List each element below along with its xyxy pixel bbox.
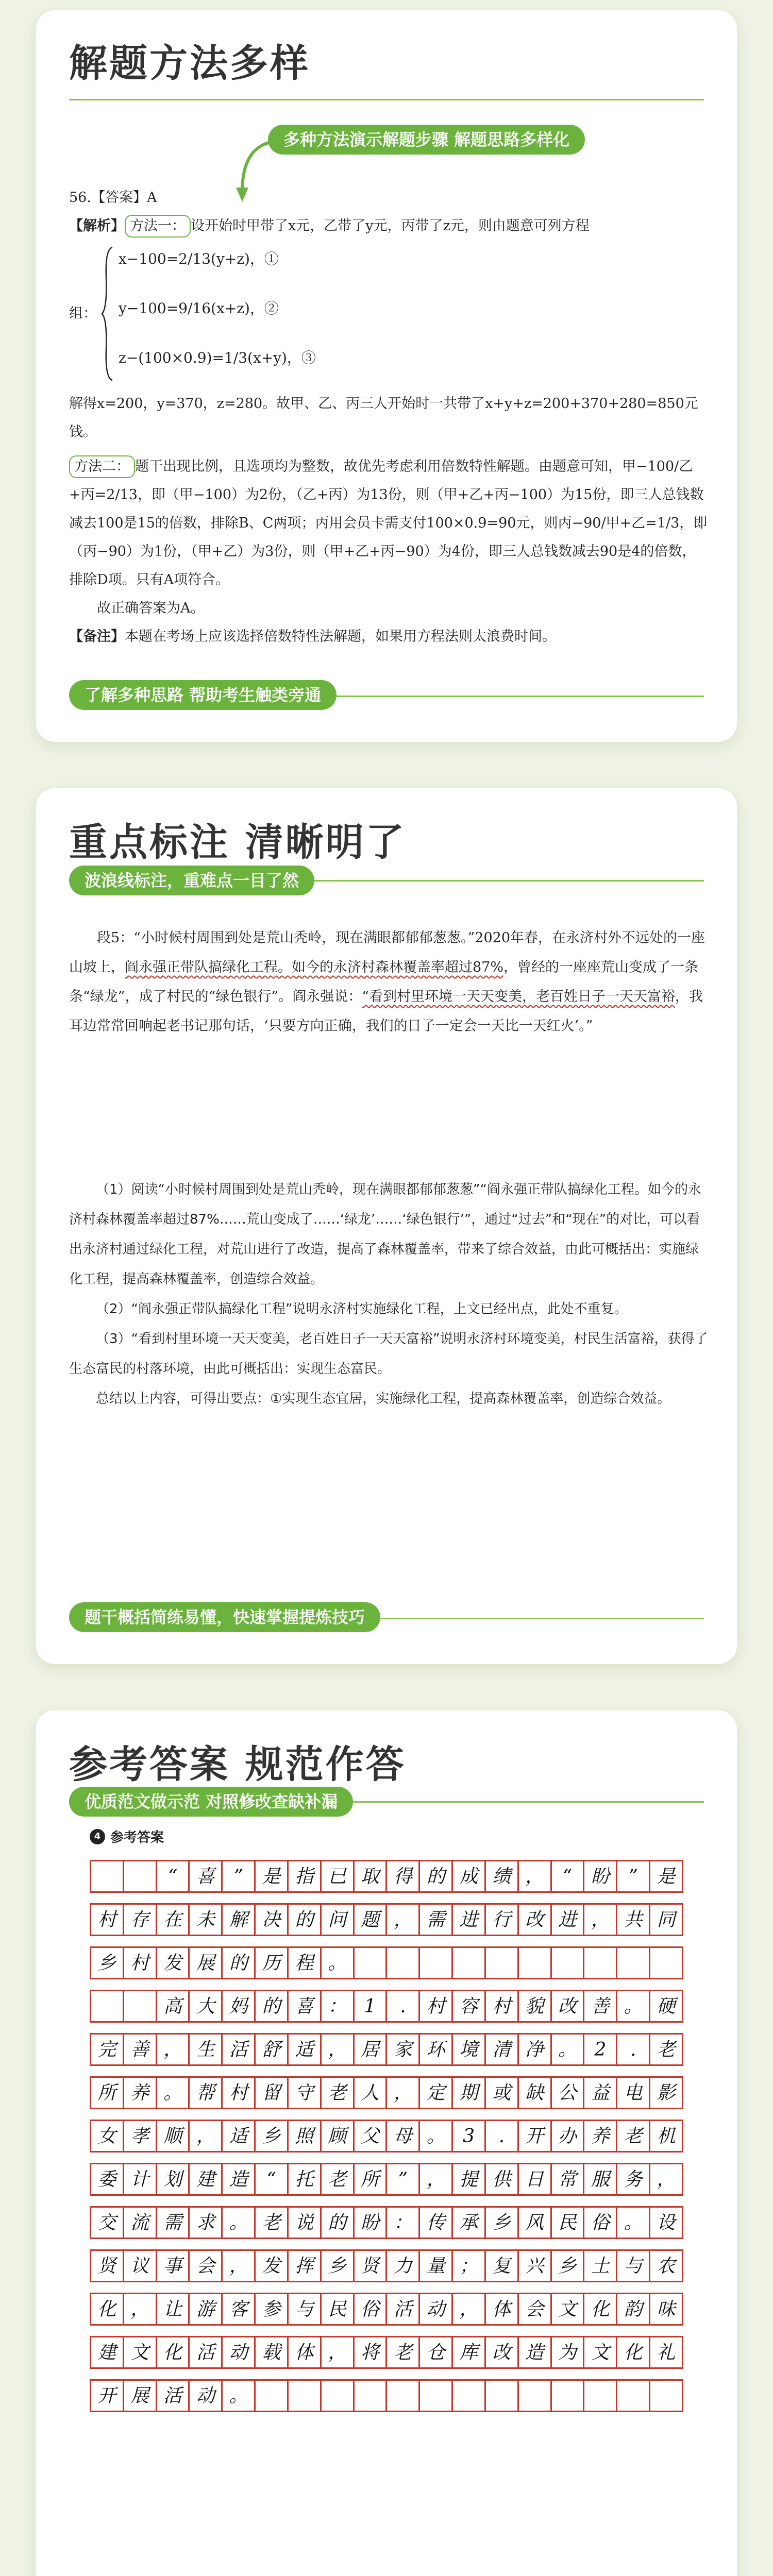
- grid-row: [90, 1990, 683, 2023]
- grid-cell: 电: [617, 2078, 650, 2109]
- grid-cell: 的: [420, 1861, 453, 1893]
- grid-cell: 开: [91, 2381, 124, 2412]
- grid-row: [90, 2033, 683, 2066]
- section1-banner: 多种方法演示解题步骤 解题思路多样化: [268, 125, 585, 155]
- grid-cell: 3: [453, 2121, 486, 2153]
- grid-cell: 划: [157, 2164, 190, 2196]
- grid-cell: 守: [289, 2078, 322, 2109]
- grid-cell: [584, 1948, 617, 1979]
- grid-cell: 帮: [190, 2078, 223, 2109]
- grid-cell: 味: [650, 2294, 683, 2326]
- grid-cell: 已: [322, 1861, 355, 1893]
- grid-row: [90, 2379, 683, 2412]
- group-label: 组：: [69, 306, 97, 321]
- grid-cell: 建: [91, 2337, 124, 2369]
- conclusion: 故正确答案为A。: [97, 600, 205, 616]
- grid-cell: 期: [453, 2078, 486, 2109]
- grid-cell: 定: [420, 2078, 453, 2109]
- grid-cell: 俗: [584, 2208, 617, 2239]
- grid-cell: 舒: [256, 2035, 289, 2066]
- grid-cell: 体: [289, 2337, 322, 2369]
- grid-cell: 影: [650, 2078, 683, 2109]
- grid-cell: 服: [584, 2164, 617, 2196]
- grid-cell: 展: [124, 2381, 157, 2412]
- number-circle-icon: 4: [90, 1829, 105, 1844]
- grid-cell: 所: [355, 2164, 388, 2196]
- grid-cell: 。: [223, 2381, 256, 2412]
- grid-cell: [124, 1861, 157, 1893]
- grid-cell: 化: [584, 2294, 617, 2326]
- grid-cell: 1: [355, 1991, 388, 2023]
- grid-cell: [519, 2381, 552, 2412]
- title-divider: [69, 99, 704, 100]
- grid-cell: 公: [552, 2078, 585, 2109]
- grid-cell: 村: [486, 1991, 519, 2023]
- grid-cell: 传: [420, 2208, 453, 2239]
- grid-cell: ，: [420, 2164, 453, 2196]
- grid-cell: 供: [486, 2164, 519, 2196]
- method2-text: 题干出现比例，且选项均为整数，故优先考虑利用倍数特性解题。由题意可知，甲−100/乙+丙=2/13，即（甲−100）为2份，（乙+丙）为13份，则（甲+乙+丙−100）为15份，即三人总钱数减去100是15的倍数，排除B、C两项；丙用会员卡需支付100×0.9=90元，则丙−90/甲+乙=1/3，即（丙−90）为1份，（甲+乙）为3份，则（甲+乙+丙−90）为4份，即三人总钱数减去90是4的倍数，排除D项。只有A项符合。: [69, 459, 708, 588]
- equation-system: [69, 244, 481, 383]
- grid-cell: 开: [519, 2121, 552, 2153]
- method2-label: 方法二：: [69, 455, 135, 478]
- equation-1: x−100=2/13(y+z)，①: [119, 250, 279, 267]
- grid-cell: 容: [453, 1991, 486, 2023]
- solution-block: [69, 183, 708, 240]
- grid-cell: 成: [453, 1861, 486, 1893]
- grid-cell: 日: [519, 2164, 552, 2196]
- grid-cell: ”: [387, 2164, 420, 2196]
- grid-cell: 乡: [256, 2121, 289, 2153]
- grid-cell: ，: [157, 2035, 190, 2066]
- grid-row: [90, 1860, 683, 1893]
- grid-cell: 库: [453, 2337, 486, 2369]
- grid-cell: 为: [552, 2337, 585, 2369]
- grid-cell: 绩: [486, 1861, 519, 1893]
- grid-cell: 母: [387, 2121, 420, 2153]
- grid-cell: 托: [289, 2164, 322, 2196]
- grid-cell: 老: [256, 2208, 289, 2239]
- grid-cell: 是: [256, 1861, 289, 1893]
- grid-cell: ：: [387, 2208, 420, 2239]
- grid-cell: 常: [552, 2164, 585, 2196]
- grid-cell: 动: [223, 2337, 256, 2369]
- grid-cell: “: [552, 1861, 585, 1893]
- grid-cell: ”: [617, 1861, 650, 1893]
- grid-cell: 会: [190, 2251, 223, 2282]
- grid-cell: 活: [157, 2381, 190, 2412]
- grid-cell: 韵: [617, 2294, 650, 2326]
- grid-cell: 委: [91, 2164, 124, 2196]
- grid-cell: 乡: [486, 2208, 519, 2239]
- grid-cell: 的: [322, 2208, 355, 2239]
- passage-text-e: ，我耳边常常回响起老书记那句话，‘只要方向正确，我们的日子一定会一天比一天红火’。”: [69, 989, 703, 1034]
- grid-cell: .: [387, 1991, 420, 2023]
- grid-cell: 。: [617, 1991, 650, 2023]
- grid-cell: 化: [617, 2337, 650, 2369]
- grid-cell: [617, 1948, 650, 1979]
- grid-cell: 家: [387, 2035, 420, 2066]
- grid-cell: 老: [617, 2121, 650, 2153]
- solution-text: 解得x=200，y=370，z=280。故甲、乙、丙三人开始时一共带了x+y+z=200+370+280=850元钱。: [69, 396, 698, 440]
- grid-cell: 交: [91, 2208, 124, 2239]
- grid-cell: 与: [617, 2251, 650, 2282]
- grid-cell: [355, 2381, 388, 2412]
- grid-cell: ，: [584, 1905, 617, 1936]
- grid-cell: 。: [617, 2208, 650, 2239]
- equation-2: y−100=9/16(x+z)，②: [119, 300, 279, 317]
- grid-cell: [486, 1948, 519, 1979]
- grid-cell: 盼: [584, 1861, 617, 1893]
- grid-cell: ；: [453, 2251, 486, 2282]
- grid-cell: 是: [650, 1861, 683, 1893]
- grid-cell: 计: [124, 2164, 157, 2196]
- grid-cell: 礼: [650, 2337, 683, 2369]
- grid-cell: 会: [519, 2294, 552, 2326]
- grid-cell: 取: [355, 1861, 388, 1893]
- grid-cell: 。: [157, 2078, 190, 2109]
- grid-cell: 养: [584, 2121, 617, 2153]
- grid-cell: 发: [157, 1948, 190, 1979]
- grid-cell: [650, 2381, 683, 2412]
- analysis-q3: （3）“看到村里环境一天天变美，老百姓日子一天天富裕”说明永济村环境变美，村民生活富裕，获得了生态富民的村落环境，由此可概括出：实现生态富民。: [69, 1331, 708, 1377]
- grid-row: [90, 2120, 683, 2153]
- grid-cell: 的: [289, 1905, 322, 1936]
- grid-cell: 风: [519, 2208, 552, 2239]
- grid-cell: [486, 2381, 519, 2412]
- grid-cell: 所: [91, 2078, 124, 2109]
- grid-row: [90, 2163, 683, 2196]
- equation-3: z−(100×0.9)=1/3(x+y)，③: [119, 349, 316, 366]
- analysis-q2: （2）“阎永强正带队搞绿化工程”说明永济村实施绿化工程，上文已经出点，此处不重复。: [96, 1301, 628, 1317]
- grid-cell: 活: [190, 2337, 223, 2369]
- grid-row: [90, 2249, 683, 2282]
- section1-title: 解题方法多样: [69, 41, 310, 86]
- grid-cell: 的: [256, 1991, 289, 2023]
- grid-cell: 挥: [289, 2251, 322, 2282]
- section2-banner: 波浪线标注，重难点一目了然: [69, 866, 314, 895]
- grid-row: [90, 2293, 683, 2326]
- grid-paper: [90, 1860, 683, 2422]
- grid-cell: 参: [256, 2294, 289, 2326]
- grid-cell: 复: [486, 2251, 519, 2282]
- grid-cell: ，: [519, 1861, 552, 1893]
- grid-cell: [322, 2381, 355, 2412]
- grid-cell: 力: [387, 2251, 420, 2282]
- grid-cell: 善: [584, 1991, 617, 2023]
- section1-footer-pill: 了解多种思路 帮助考生触类旁通: [69, 680, 337, 710]
- passage-text-a: 段5：“小时候村周围到处是荒山秃岭，现在满眼都郁郁葱葱。”2020年春，在永济村外不远处的一座山坡上，: [69, 930, 705, 975]
- grid-cell: 将: [355, 2337, 388, 2369]
- grid-cell: 乡: [322, 2251, 355, 2282]
- grid-cell: 孝: [124, 2121, 157, 2153]
- grid-cell: [387, 2381, 420, 2412]
- grid-cell: 照: [289, 2121, 322, 2153]
- card-methods: [36, 10, 737, 742]
- grid-cell: 养: [124, 2078, 157, 2109]
- grid-cell: [552, 1948, 585, 1979]
- section2-title: 重点标注 清晰明了: [69, 820, 406, 865]
- grid-cell: 适: [289, 2035, 322, 2066]
- grid-cell: [355, 1948, 388, 1979]
- grid-cell: 同: [650, 1905, 683, 1936]
- grid-cell: 俗: [355, 2294, 388, 2326]
- grid-cell: 问: [322, 1905, 355, 1936]
- highlight-1: 阎永强正带队搞绿化工程。如今的永济村森林覆盖率超过87%: [125, 959, 504, 975]
- analysis-label: 【解析】: [69, 218, 125, 234]
- grid-cell: 村: [91, 1905, 124, 1936]
- section3-banner: 优质范文做示范 对照修改查缺补漏: [69, 1787, 353, 1817]
- grid-cell: 善: [124, 2035, 157, 2066]
- analysis-summary: 总结以上内容，可得出要点：①实现生态宜居，实施绿化工程，提高森林覆盖率，创造综合效益。: [96, 1391, 671, 1406]
- grid-cell: 说: [289, 2208, 322, 2239]
- grid-cell: 化: [157, 2337, 190, 2369]
- grid-cell: 得: [387, 1861, 420, 1893]
- grid-cell: [552, 2381, 585, 2412]
- grid-cell: 。: [223, 2208, 256, 2239]
- grid-cell: 生: [190, 2035, 223, 2066]
- grid-cell: 进: [453, 1905, 486, 1936]
- grid-cell: 程: [289, 1948, 322, 1979]
- grid-cell: [617, 2381, 650, 2412]
- grid-cell: 设: [650, 2208, 683, 2239]
- grid-cell: 解: [223, 1905, 256, 1936]
- grid-row: [90, 2076, 683, 2109]
- grid-cell: 在: [157, 1905, 190, 1936]
- grid-cell: 造: [519, 2337, 552, 2369]
- grid-cell: .: [617, 2035, 650, 2066]
- grid-cell: 老: [387, 2337, 420, 2369]
- grid-cell: 盼: [355, 2208, 388, 2239]
- grid-cell: 求: [190, 2208, 223, 2239]
- grid-cell: 事: [157, 2251, 190, 2282]
- grid-cell: 或: [486, 2078, 519, 2109]
- grid-cell: 贤: [91, 2251, 124, 2282]
- grid-cell: 净: [519, 2035, 552, 2066]
- grid-cell: 乡: [91, 1948, 124, 1979]
- note-text: 本题在考场上应该选择倍数特性法解题，如果用方程法则太浪费时间。: [125, 629, 556, 645]
- grid-cell: 改: [552, 1991, 585, 2023]
- grid-cell: ，: [124, 2294, 157, 2326]
- grid-cell: 。: [322, 1948, 355, 1979]
- grid-cell: 硬: [650, 1991, 683, 2023]
- grid-cell: 贤: [355, 2251, 388, 2282]
- method1-text: 设开始时甲带了x元，乙带了y元，丙带了z元，则由题意可列方程: [191, 218, 590, 234]
- grid-cell: [91, 1991, 124, 2023]
- grid-cell: 承: [453, 2208, 486, 2239]
- grid-cell: 让: [157, 2294, 190, 2326]
- grid-cell: ，: [322, 2035, 355, 2066]
- grid-cell: [453, 2381, 486, 2412]
- grid-cell: 务: [617, 2164, 650, 2196]
- analysis-block: [69, 1175, 708, 1414]
- grid-cell: 缺: [519, 2078, 552, 2109]
- grid-cell: 2: [584, 2035, 617, 2066]
- grid-cell: 境: [453, 2035, 486, 2066]
- grid-cell: 村: [420, 1991, 453, 2023]
- grid-cell: 发: [256, 2251, 289, 2282]
- grid-cell: 历: [256, 1948, 289, 1979]
- grid-cell: 改: [519, 1905, 552, 1936]
- grid-cell: [420, 2381, 453, 2412]
- grid-cell: 顺: [157, 2121, 190, 2153]
- grid-cell: 文: [584, 2337, 617, 2369]
- grid-cell: 客: [223, 2294, 256, 2326]
- grid-cell: 大: [190, 1991, 223, 2023]
- grid-cell: 动: [190, 2381, 223, 2412]
- grid-cell: 村: [124, 1948, 157, 1979]
- grid-cell: 老: [322, 2164, 355, 2196]
- analysis-q1: （1）阅读“小时候村周围到处是荒山秃岭，现在满眼都郁郁葱葱”“阎永强正带队搞绿化工程。如今的永济村森林覆盖率超过87%……荒山变成了……‘绿龙’……‘绿色银行’”，通过“过去”和“现在”的对比，可以看出永济村通过绿化工程，对荒山进行了改造，提高了森林覆盖率，带来了综合效益，由此可概括出：实施绿化工程，提高森林覆盖率，创造综合效益。: [69, 1182, 701, 1287]
- grid-cell: .: [486, 2121, 519, 2153]
- grid-cell: 。: [552, 2035, 585, 2066]
- grid-cell: 机: [650, 2121, 683, 2153]
- grid-row: [90, 1946, 683, 1979]
- grid-cell: [519, 1948, 552, 1979]
- grid-cell: 行: [486, 1905, 519, 1936]
- method1-label: 方法一：: [125, 215, 191, 238]
- grid-cell: 居: [355, 2035, 388, 2066]
- method2-block: [69, 452, 708, 651]
- passage-text-c: ，曾经的一座座荒山变成了一条条“绿龙”，成了村民的“绿色银行”。阎永强说：: [69, 959, 699, 1005]
- grid-cell: 。: [420, 2121, 453, 2153]
- brace-icon: [101, 246, 114, 381]
- grid-cell: 未: [190, 1905, 223, 1936]
- grid-cell: 高: [157, 1991, 190, 2023]
- grid-cell: ，: [223, 2251, 256, 2282]
- grid-row: [90, 2206, 683, 2239]
- grid-cell: 展: [190, 1948, 223, 1979]
- grid-cell: 村: [223, 2078, 256, 2109]
- grid-cell: 貌: [519, 1991, 552, 2023]
- grid-cell: 与: [289, 2294, 322, 2326]
- grid-cell: 游: [190, 2294, 223, 2326]
- answer-line: 56.【答案】A: [69, 190, 157, 206]
- grid-cell: 议: [124, 2251, 157, 2282]
- grid-cell: 办: [552, 2121, 585, 2153]
- section2-footer-pill: 题干概括简练易懂，快速掌握提炼技巧: [69, 1602, 380, 1632]
- grid-cell: [289, 2381, 322, 2412]
- grid-cell: 父: [355, 2121, 388, 2153]
- card-highlights: [36, 788, 737, 1664]
- grid-cell: 建: [190, 2164, 223, 2196]
- grid-cell: [453, 1948, 486, 1979]
- grid-cell: 乡: [552, 2251, 585, 2282]
- grid-cell: 兴: [519, 2251, 552, 2282]
- grid-cell: ，: [387, 2078, 420, 2109]
- grid-cell: [387, 1948, 420, 1979]
- grid-cell: 化: [91, 2294, 124, 2326]
- grid-cell: 造: [223, 2164, 256, 2196]
- grid-cell: 民: [552, 2208, 585, 2239]
- grid-cell: 文: [552, 2294, 585, 2326]
- note-label: 【备注】: [69, 629, 125, 645]
- grid-cell: ，: [190, 2121, 223, 2153]
- grid-cell: 活: [223, 2035, 256, 2066]
- grid-cell: 喜: [190, 1861, 223, 1893]
- grid-cell: [420, 1948, 453, 1979]
- grid-cell: 量: [420, 2251, 453, 2282]
- grid-cell: ，: [387, 1905, 420, 1936]
- grid-cell: 存: [124, 1905, 157, 1936]
- grid-cell: 决: [256, 1905, 289, 1936]
- passage-block: [69, 923, 708, 1041]
- highlight-2: “看到村里环境一天天变美，老百姓日子一天天富裕: [362, 989, 676, 1005]
- grid-cell: 进: [552, 1905, 585, 1936]
- grid-cell: [584, 2381, 617, 2412]
- grid-cell: 民: [322, 2294, 355, 2326]
- grid-cell: [91, 1861, 124, 1893]
- grid-cell: 老: [650, 2035, 683, 2066]
- grid-cell: 土: [584, 2251, 617, 2282]
- grid-cell: 益: [584, 2078, 617, 2109]
- grid-cell: 的: [223, 1948, 256, 1979]
- grid-cell: 留: [256, 2078, 289, 2109]
- grid-cell: 提: [453, 2164, 486, 2196]
- grid-cell: “: [256, 2164, 289, 2196]
- section3-title: 参考答案 规范作答: [69, 1742, 406, 1787]
- grid-cell: 妈: [223, 1991, 256, 2023]
- grid-cell: 共: [617, 1905, 650, 1936]
- grid-cell: ，: [453, 2294, 486, 2326]
- grid-cell: 喜: [289, 1991, 322, 2023]
- grid-cell: 指: [289, 1861, 322, 1893]
- grid-row: [90, 2336, 683, 2369]
- grid-cell: 人: [355, 2078, 388, 2109]
- grid-cell: 适: [223, 2121, 256, 2153]
- grid-cell: ，: [322, 2337, 355, 2369]
- grid-cell: 体: [486, 2294, 519, 2326]
- grid-cell: ，: [650, 2164, 683, 2196]
- grid-cell: 农: [650, 2251, 683, 2282]
- grid-cell: 需: [157, 2208, 190, 2239]
- grid-cell: 流: [124, 2208, 157, 2239]
- grid-cell: [650, 1948, 683, 1979]
- grid-row: [90, 1903, 683, 1936]
- grid-cell: 载: [256, 2337, 289, 2369]
- grid-cell: [124, 1991, 157, 2023]
- grid-cell: 活: [387, 2294, 420, 2326]
- grid-cell: “: [157, 1861, 190, 1893]
- grid-cell: 动: [420, 2294, 453, 2326]
- grid-cell: 题: [355, 1905, 388, 1936]
- grid-cell: 顾: [322, 2121, 355, 2153]
- reference-label: 4 参考答案: [90, 1827, 164, 1846]
- grid-cell: 仓: [420, 2337, 453, 2369]
- grid-cell: 文: [124, 2337, 157, 2369]
- card-reference-answer: [36, 1710, 737, 2576]
- grid-cell: 需: [420, 1905, 453, 1936]
- grid-cell: 环: [420, 2035, 453, 2066]
- grid-cell: 女: [91, 2121, 124, 2153]
- grid-cell: [256, 2381, 289, 2412]
- grid-cell: 清: [486, 2035, 519, 2066]
- grid-cell: 完: [91, 2035, 124, 2066]
- grid-cell: ：: [322, 1991, 355, 2023]
- grid-cell: 老: [322, 2078, 355, 2109]
- grid-cell: ”: [223, 1861, 256, 1893]
- grid-cell: 改: [486, 2337, 519, 2369]
